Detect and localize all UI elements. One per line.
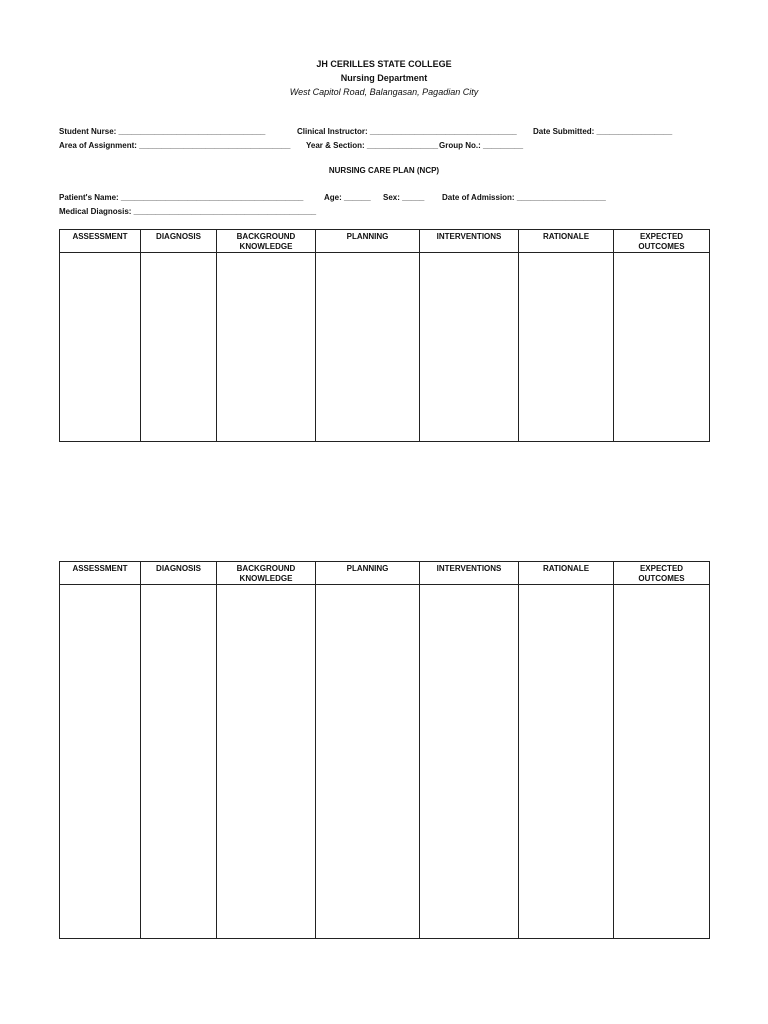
cell-background-knowledge[interactable] [217,585,316,939]
cell-interventions[interactable] [420,585,519,939]
patient-name-field[interactable]: Patient's Name: _________________________________________ [59,193,304,202]
cell-planning[interactable] [316,585,420,939]
ncp-table-2 [59,561,710,939]
cell-planning[interactable] [316,253,420,442]
cell-expected-outcomes[interactable] [614,253,710,442]
col-background-knowledge: BACKGROUND KNOWLEDGE [217,230,316,253]
col-assessment: ASSESSMENT [60,230,141,253]
cell-rationale[interactable] [519,585,614,939]
cell-rationale[interactable] [519,253,614,442]
college-name: JH CERILLES STATE COLLEGE [316,59,452,69]
date-of-admission-field[interactable]: Date of Admission: ____________________ [442,193,606,202]
department-name: Nursing Department [340,73,428,83]
col-rationale: RATIONALE [519,562,614,585]
col-expected-outcomes: EXPECTED OUTCOMES [614,230,710,253]
cell-assessment[interactable] [60,253,141,442]
cell-background-knowledge[interactable] [217,253,316,442]
col-assessment: ASSESSMENT [60,562,141,585]
table-header-row [60,230,710,253]
cell-interventions[interactable] [420,253,519,442]
group-no-field[interactable]: Group No.: _________ [439,141,524,150]
col-planning: PLANNING [316,562,420,585]
table-header-row [60,562,710,585]
col-diagnosis: DIAGNOSIS [141,562,217,585]
age-field[interactable]: Age: ______ [324,193,371,202]
col-interventions: INTERVENTIONS [420,230,519,253]
col-expected-outcomes: EXPECTED OUTCOMES [614,562,710,585]
cell-assessment[interactable] [60,585,141,939]
area-of-assignment-field[interactable]: Area of Assignment: __________________________________ [59,141,291,150]
form-title: NURSING CARE PLAN (NCP) [328,166,440,175]
clinical-instructor-field[interactable]: Clinical Instructor: _________________________________ [297,127,517,136]
col-interventions: INTERVENTIONS [420,562,519,585]
student-nurse-field[interactable]: Student Nurse: _________________________________ [59,127,266,136]
table-row [60,585,710,939]
medical-diagnosis-field[interactable]: Medical Diagnosis: _________________________________________ [59,207,317,216]
cell-diagnosis[interactable] [141,585,217,939]
ncp-table-1 [59,229,710,442]
col-planning: PLANNING [316,230,420,253]
cell-expected-outcomes[interactable] [614,585,710,939]
cell-diagnosis[interactable] [141,253,217,442]
col-diagnosis: DIAGNOSIS [141,230,217,253]
col-rationale: RATIONALE [519,230,614,253]
sex-field[interactable]: Sex: _____ [383,193,425,202]
college-address: West Capitol Road, Balangasan, Pagadian City [289,87,479,97]
date-submitted-field[interactable]: Date Submitted: _________________ [533,127,673,136]
table-row [60,253,710,442]
col-background-knowledge: BACKGROUND KNOWLEDGE [217,562,316,585]
year-section-field[interactable]: Year & Section: ________________ [306,141,439,150]
